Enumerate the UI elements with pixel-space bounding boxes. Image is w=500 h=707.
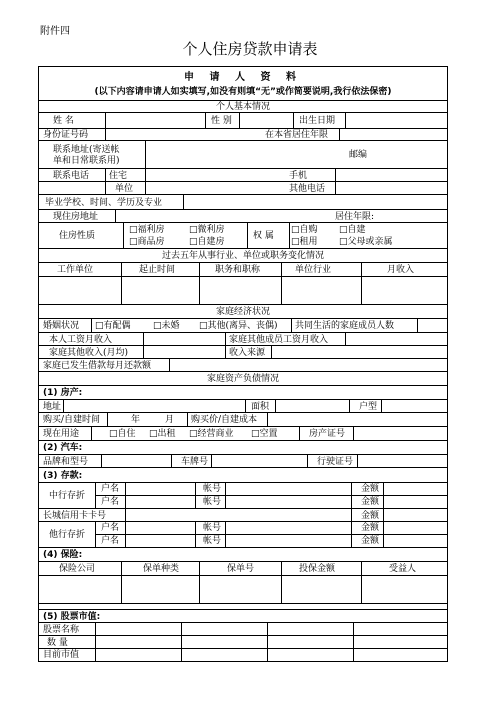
row-other-income bbox=[39, 346, 447, 359]
row-phone-2 bbox=[39, 182, 447, 195]
row-deposit-title bbox=[39, 468, 447, 483]
row-address bbox=[39, 141, 447, 169]
row-education bbox=[39, 195, 447, 210]
label-gw-card: 长城信用卡卡号 bbox=[43, 511, 107, 521]
option-self-build[interactable]: □自建 bbox=[339, 225, 366, 235]
label-account-name-4: 户名 bbox=[101, 536, 120, 546]
label-stock: (5) 股票市值: bbox=[43, 612, 101, 622]
label-address-2: 单和日常联系用) bbox=[53, 156, 120, 166]
row-other-bank bbox=[39, 522, 447, 548]
label-other-income: 家庭其他收入(月均) bbox=[49, 348, 129, 358]
section-basic bbox=[39, 101, 447, 113]
label-area: 面积 bbox=[251, 402, 270, 412]
label-house-type: 户型 bbox=[359, 402, 378, 412]
ins-col-4: 投保金额 bbox=[299, 564, 336, 574]
row-stock-title bbox=[39, 610, 447, 623]
row-insurance-blank[interactable] bbox=[39, 576, 447, 604]
label-members: 共同生活的家庭成员人数 bbox=[295, 321, 395, 331]
label-postcode: 邮编 bbox=[349, 150, 368, 160]
label-other-phone: 其他电话 bbox=[289, 184, 326, 194]
label-usage: 现在用途 bbox=[43, 429, 80, 439]
row-id bbox=[39, 129, 447, 141]
label-insurance: (4) 保险: bbox=[43, 550, 83, 560]
label-phone: 联系电话 bbox=[53, 171, 90, 181]
section-economy-title: 家庭经济状况 bbox=[215, 307, 270, 317]
career-col-5: 月收入 bbox=[387, 265, 415, 275]
option-vacant[interactable]: □空置 bbox=[251, 429, 278, 439]
career-col-3: 职务和职称 bbox=[215, 265, 261, 275]
row-phone-1 bbox=[39, 169, 447, 182]
row-repay bbox=[39, 359, 447, 372]
career-col-4: 单位行业 bbox=[295, 265, 332, 275]
option-single[interactable]: □未婚 bbox=[153, 321, 180, 331]
form-title: 个人住房贷款申请表 bbox=[182, 40, 318, 58]
option-lease[interactable]: □出租 bbox=[149, 429, 176, 439]
label-amount-2: 金额 bbox=[361, 497, 380, 507]
label-repay: 家庭已发生借款每月还款额 bbox=[43, 361, 152, 371]
row-car-title bbox=[39, 441, 447, 455]
option-business[interactable]: □经营商业 bbox=[189, 429, 234, 439]
section-economy bbox=[39, 305, 447, 319]
row-name bbox=[39, 113, 447, 129]
label-current-address: 现住房地址 bbox=[53, 212, 99, 222]
label-account-no-1: 帐号 bbox=[203, 484, 222, 494]
label-income-source: 收入来源 bbox=[229, 348, 266, 358]
option-self-use[interactable]: □自住 bbox=[109, 429, 136, 439]
row-career-blank[interactable] bbox=[39, 277, 447, 305]
label-car: (2) 汽车: bbox=[43, 443, 83, 453]
row-gw-card bbox=[39, 509, 447, 522]
header-title: 申 请 人 资 料 bbox=[184, 72, 302, 83]
option-self-buy[interactable]: □自购 bbox=[291, 225, 318, 235]
ins-col-2: 保单种类 bbox=[143, 564, 180, 574]
attachment-label: 附件四 bbox=[40, 26, 70, 37]
label-account-no-4: 帐号 bbox=[203, 536, 222, 546]
label-market-value: 目前市值 bbox=[43, 650, 80, 660]
label-amount-1: 金额 bbox=[361, 484, 380, 494]
label-housing-type: 住房性质 bbox=[59, 231, 96, 241]
header-row bbox=[39, 67, 447, 101]
section-basic-title: 个人基本情况 bbox=[215, 102, 270, 112]
label-account-no-3: 帐号 bbox=[203, 523, 222, 533]
option-selfbuilt[interactable]: □自建房 bbox=[189, 237, 225, 247]
field-name[interactable] bbox=[105, 113, 205, 128]
application-form bbox=[38, 66, 448, 662]
row-quantity bbox=[39, 636, 447, 649]
ins-col-3: 保单号 bbox=[227, 564, 255, 574]
label-stock-name: 股票名称 bbox=[43, 625, 80, 635]
label-home: 住宅 bbox=[109, 171, 128, 181]
row-house-address bbox=[39, 400, 447, 413]
label-work: 单位 bbox=[115, 184, 134, 194]
section-assets bbox=[39, 372, 447, 386]
row-stock-name bbox=[39, 623, 447, 636]
option-commercial[interactable]: □商品房 bbox=[129, 237, 165, 247]
label-amount-5: 金额 bbox=[361, 536, 380, 546]
row-salary bbox=[39, 333, 447, 346]
label-zh-bank: 中行存折 bbox=[49, 491, 86, 501]
option-micro[interactable]: □微利房 bbox=[189, 225, 225, 235]
label-amount-4: 金额 bbox=[361, 523, 380, 533]
label-other-bank: 他行存折 bbox=[49, 530, 86, 540]
label-account-name-2: 户名 bbox=[101, 497, 120, 507]
row-zh-bank bbox=[39, 483, 447, 509]
label-address-1: 联系地址(寄送帐 bbox=[53, 145, 120, 155]
label-account-name-1: 户名 bbox=[101, 484, 120, 494]
section-career-title: 过去五年从事行业、单位或职务变化情况 bbox=[161, 251, 324, 261]
label-year: 年 bbox=[131, 415, 141, 425]
label-quantity: 数 量 bbox=[47, 638, 68, 648]
label-account-name-3: 户名 bbox=[101, 523, 120, 533]
label-education: 毕业学校、时间、学历及专业 bbox=[45, 198, 163, 208]
section-assets-title: 家庭资产负债情况 bbox=[206, 374, 279, 384]
row-insurance-title bbox=[39, 548, 447, 562]
label-ownership: 权 属 bbox=[253, 231, 274, 241]
ins-col-5: 受益人 bbox=[389, 564, 417, 574]
label-local-years: 在本省居住年限 bbox=[265, 130, 329, 140]
label-buy-time: 购买/自建时间 bbox=[43, 415, 101, 425]
label-month: 月 bbox=[165, 415, 175, 425]
row-market-value bbox=[39, 649, 447, 661]
label-address: 地址 bbox=[43, 402, 62, 412]
label-cert: 房产证号 bbox=[309, 429, 346, 439]
ins-col-1: 保险公司 bbox=[59, 564, 96, 574]
label-birth: 出生日期 bbox=[299, 116, 336, 126]
label-amount-3: 金额 bbox=[361, 511, 380, 521]
label-family-salary: 家庭其他成员工资月收入 bbox=[229, 335, 329, 345]
label-account-no-2: 帐号 bbox=[203, 497, 222, 507]
header-note: (以下内容请申请人如实填写,如没有则填“无”或作简要说明,我行依法保密) bbox=[94, 87, 392, 97]
label-deposit: (3) 存款: bbox=[43, 471, 83, 481]
career-col-1: 工作单位 bbox=[57, 265, 94, 275]
label-marital: 婚姻状况 bbox=[43, 321, 80, 331]
label-salary: 本人工资月收入 bbox=[49, 335, 113, 345]
option-parents[interactable]: □父母或亲属 bbox=[339, 237, 393, 247]
row-current-address bbox=[39, 210, 447, 223]
label-cost: 购买价/自建成本 bbox=[191, 415, 258, 425]
row-car bbox=[39, 455, 447, 468]
row-house-title bbox=[39, 386, 447, 400]
label-live-years: 居住年限: bbox=[335, 212, 375, 222]
label-brand: 品牌和型号 bbox=[43, 457, 89, 467]
label-license: 行驶证号 bbox=[317, 457, 354, 467]
row-marital bbox=[39, 319, 447, 333]
label-plate: 车牌号 bbox=[181, 457, 209, 467]
label-gender: 性 别 bbox=[211, 116, 232, 126]
option-other-marital[interactable]: □其他(离异、丧偶) bbox=[199, 321, 278, 331]
label-name: 姓 名 bbox=[53, 116, 74, 126]
label-mobile: 手机 bbox=[289, 171, 308, 181]
row-housing bbox=[39, 223, 447, 249]
career-col-2: 起止时间 bbox=[139, 265, 176, 275]
option-married[interactable]: □有配偶 bbox=[95, 321, 131, 331]
option-welfare[interactable]: □福利房 bbox=[129, 225, 165, 235]
option-rent[interactable]: □租用 bbox=[291, 237, 318, 247]
row-buy-time bbox=[39, 413, 447, 427]
row-insurance-header bbox=[39, 562, 447, 576]
section-career bbox=[39, 249, 447, 263]
row-career-header bbox=[39, 263, 447, 277]
row-usage bbox=[39, 427, 447, 441]
label-house: (1) 房产: bbox=[43, 388, 83, 398]
label-id: 身份证号码 bbox=[43, 130, 89, 140]
